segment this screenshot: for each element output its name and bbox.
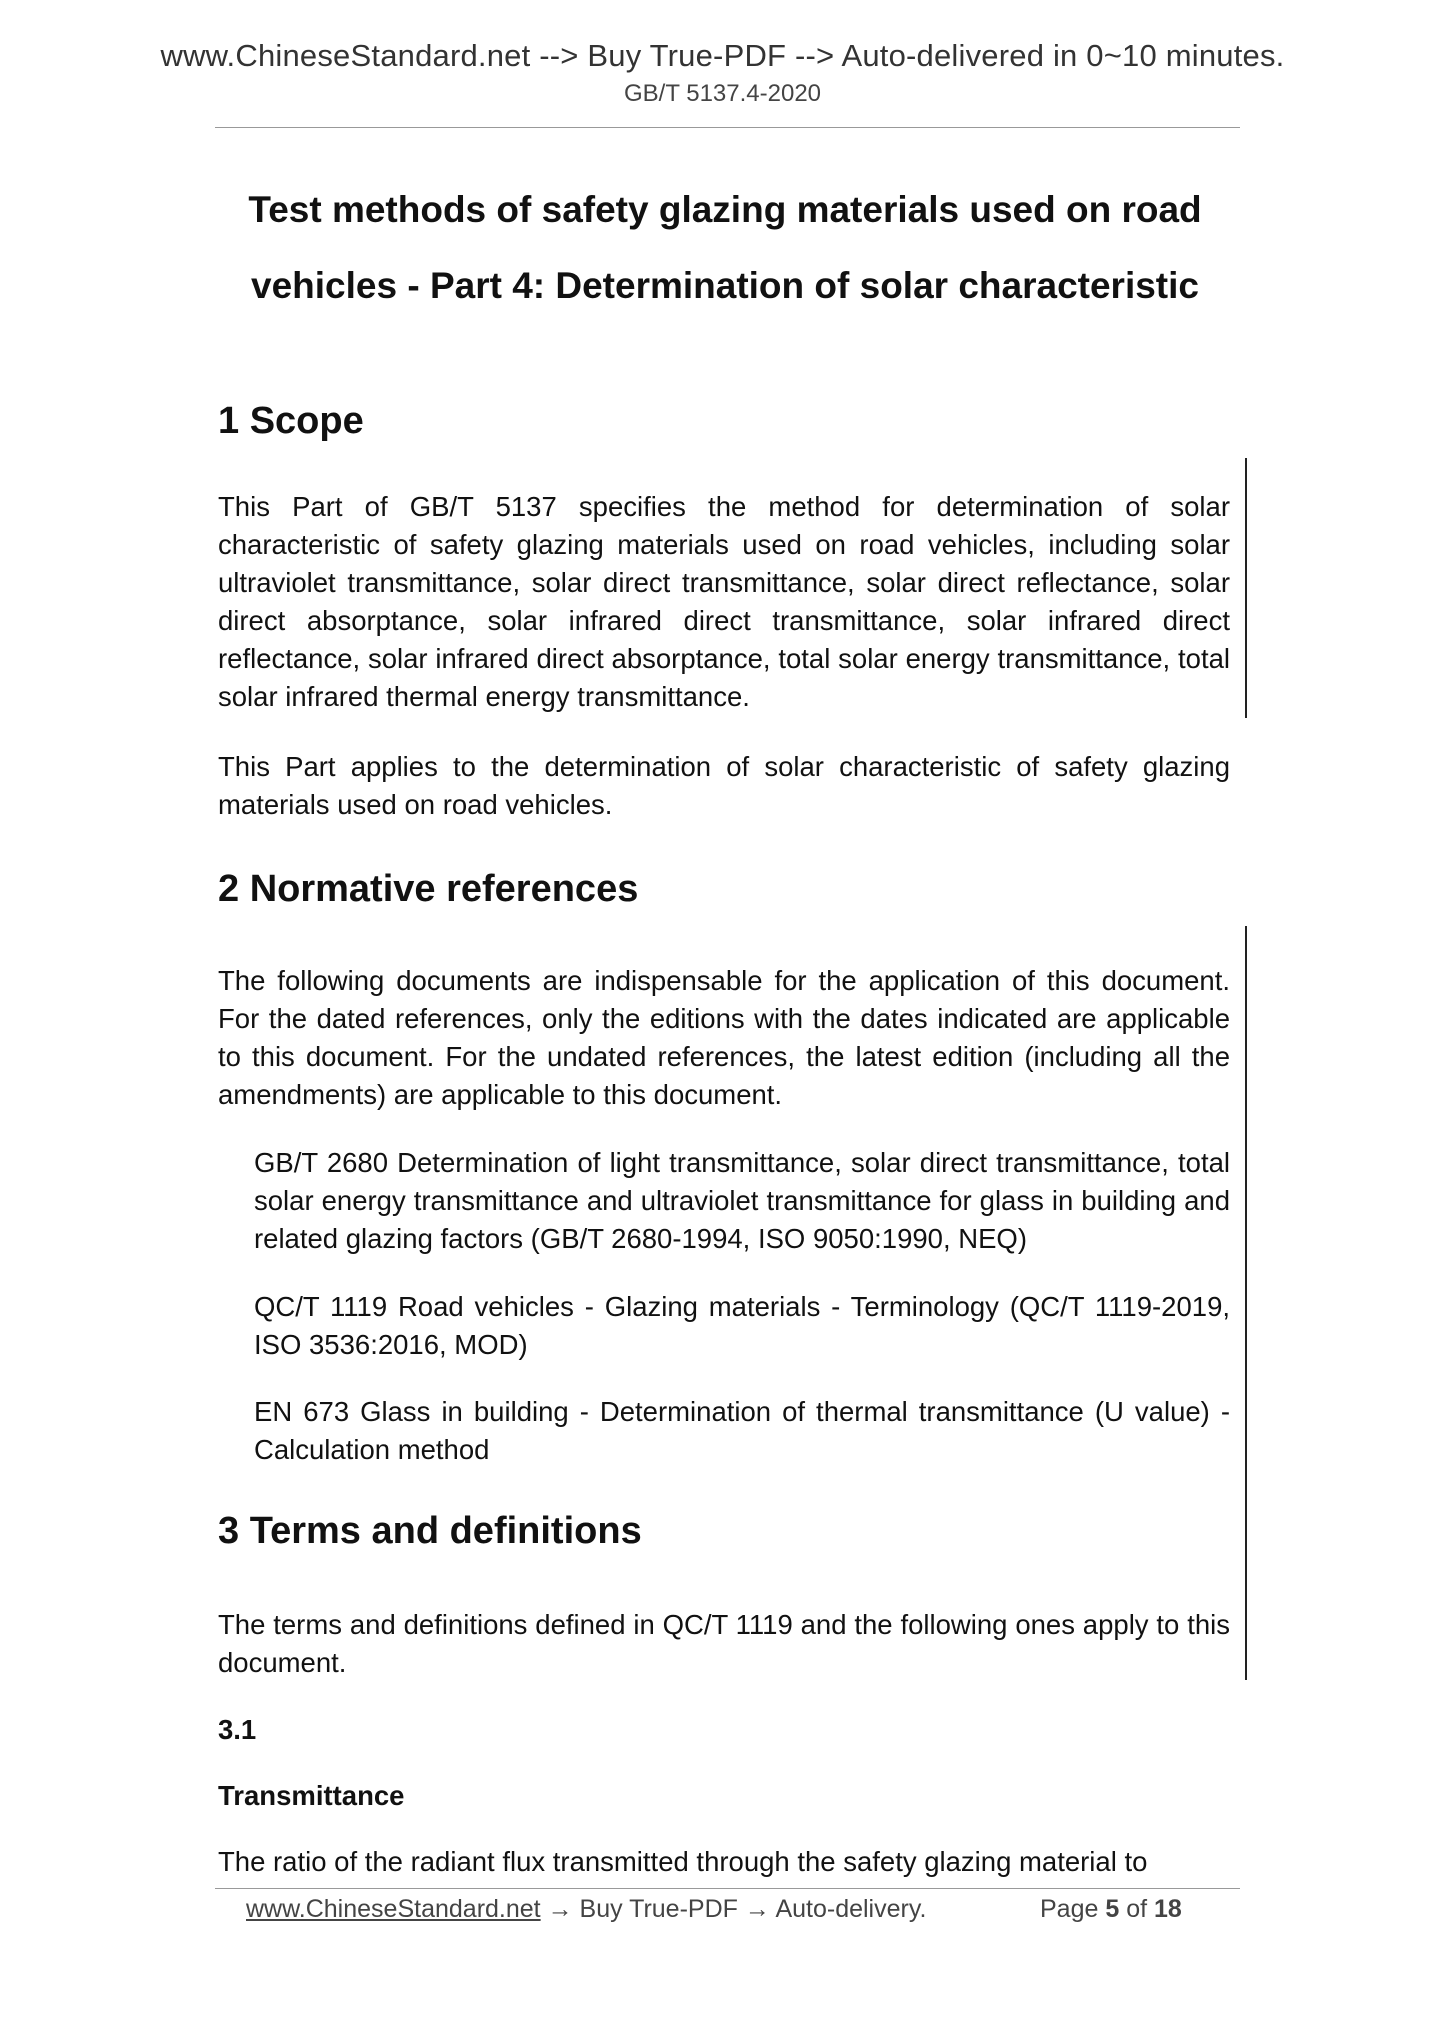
arrow-right-icon: → <box>744 1895 770 1923</box>
top-banner: www.ChineseStandard.net --> Buy True-PDF --> Auto-delivered in 0~10 minutes. <box>160 38 1285 73</box>
section-heading-scope: 1 Scope <box>218 400 364 442</box>
clause-term: Transmittance <box>218 1780 405 1811</box>
footer-buy-text: Buy True-PDF <box>579 1895 738 1923</box>
page-current: 5 <box>1105 1895 1120 1923</box>
of-word: of <box>1126 1895 1148 1923</box>
normative-references-paragraph: The following documents are indispensable for the application of this document. For the dated references, only the editions with the dates indicated are applicable to this document. For the undated references, the latest edition (including all the amendments) are applicable to this document. <box>218 965 1230 1110</box>
document-title: Test methods of safety glazing materials used on road vehicles - Part 4: Determination of solar characteristic <box>248 189 1202 306</box>
page-total: 18 <box>1154 1895 1182 1923</box>
reference-item: QC/T 1119 Road vehicles - Glazing materials - Terminology (QC/T 1119-2019, ISO 3536:2016, MOD) <box>254 1291 1230 1360</box>
arrow-right-icon: → <box>547 1895 573 1923</box>
footer-link[interactable]: www.ChineseStandard.net <box>246 1895 541 1923</box>
clause-number: 3.1 <box>218 1714 257 1745</box>
change-bar <box>1245 926 1247 1680</box>
scope-paragraph: This Part of GB/T 5137 specifies the method for determination of solar characteristic of safety glazing materials used on road vehicles, including solar ultraviolet transmittance, solar direct transmittance, solar direct reflectance, solar direct absorptance, solar infrared direct transmittance, solar infrared direct reflectance, solar infrared direct absorptance, total solar energy transmittance, total solar infrared thermal energy transmittance. <box>218 491 1230 712</box>
standard-number: GB/T 5137.4-2020 <box>623 80 822 107</box>
terms-paragraph: The terms and definitions defined in QC/T 1119 and the following ones apply to this document. <box>218 1609 1230 1678</box>
section-heading-normative-references: 2 Normative references <box>218 868 639 910</box>
change-bar <box>1245 458 1247 718</box>
scope-applicability-paragraph: This Part applies to the determination of solar characteristic of safety glazing materials used on road vehicles. <box>218 751 1230 820</box>
page-word: Page <box>1040 1895 1099 1923</box>
footer-divider <box>215 1888 1240 1889</box>
footer-left <box>246 1895 926 1924</box>
section-heading-terms: 3 Terms and definitions <box>218 1510 642 1552</box>
clause-definition: The ratio of the radiant flux transmitted through the safety glazing material to <box>218 1846 1148 1877</box>
header-divider <box>215 127 1240 128</box>
reference-item: GB/T 2680 Determination of light transmittance, solar direct transmittance, total solar energy transmittance and ultraviolet transmittance for glass in building and related glazing factors (GB/T 2680-1994, ISO 9050:1990, NEQ) <box>254 1147 1230 1254</box>
page-indicator <box>1040 1895 1182 1924</box>
reference-item: EN 673 Glass in building - Determination of thermal transmittance (U value) - Calculation method <box>254 1396 1230 1465</box>
footer-delivery-text: Auto-delivery. <box>775 1895 927 1923</box>
